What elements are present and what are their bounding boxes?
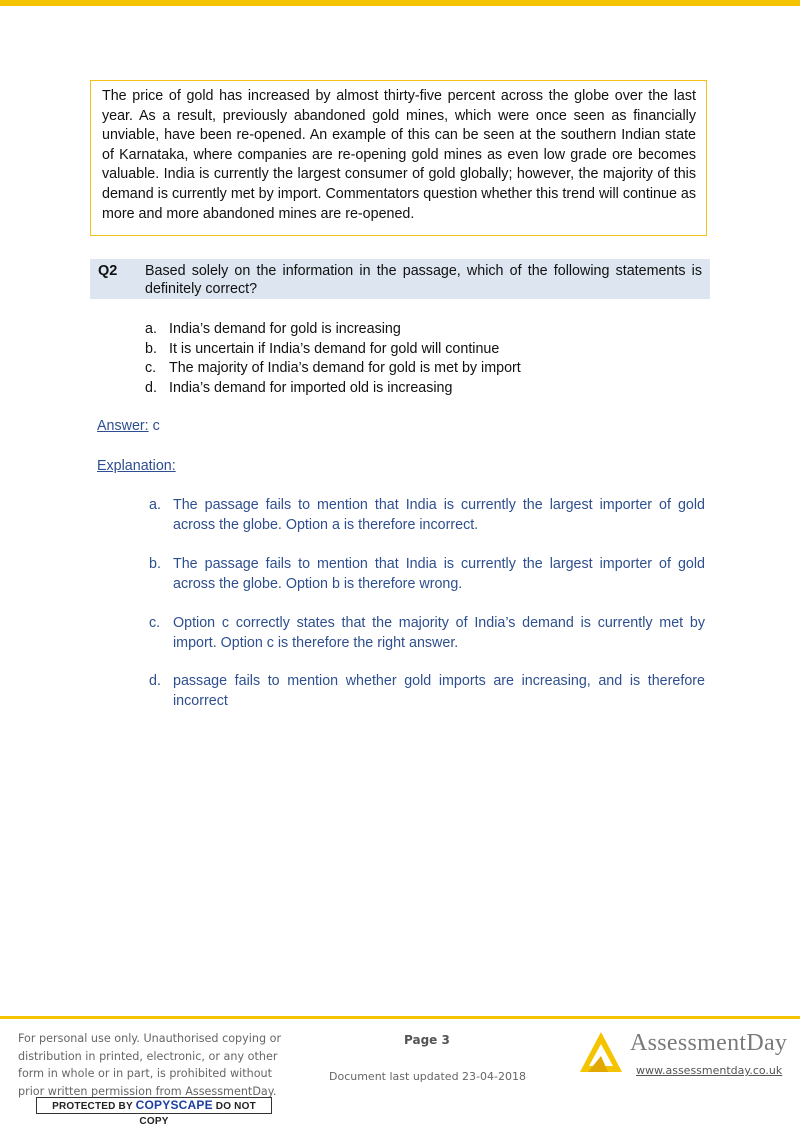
assessmentday-logo-icon — [578, 1030, 624, 1074]
passage-box — [90, 80, 707, 236]
top-accent-bar — [0, 0, 800, 6]
explanation-text: The passage fails to mention that India is currently the largest importer of gold across the globe. Option a is therefore incorrect. — [173, 497, 705, 533]
explanation-item-c — [149, 613, 705, 653]
option-text: India’s demand for imported old is increasing — [169, 379, 453, 396]
copyscape-brand: COPYSCAPE — [135, 1098, 213, 1112]
last-updated: Document last updated 23-04-2018 — [329, 1070, 526, 1083]
passage-text: The price of gold has increased by almost thirty-five percent across the globe over the last year. As a result, previously abandoned gold mines, which were once seen as financially unviable, have been re-opened. An example of this can be seen at the southern Indian state of Karnataka, where companies are re-opening gold mines as even low grade ore becomes valuable. India is currently the largest consumer of gold globally; however, the majority of this demand is currently met by import. Commentators question whether this trend will continue as more and more abandoned mines are re-opened. — [102, 88, 696, 222]
option-a — [145, 320, 705, 340]
explanation-letter: c. — [149, 615, 161, 631]
copyscape-badge[interactable] — [36, 1097, 272, 1127]
option-c — [145, 359, 705, 379]
explanation-letter: d. — [149, 673, 161, 689]
option-letter: b. — [145, 340, 157, 357]
answer-options — [145, 320, 705, 398]
option-letter: a. — [145, 321, 157, 337]
answer-line — [97, 418, 160, 434]
copyright-notice: For personal use only. Unauthorised copying or distribution in printed, electronic, or any other form in whole or in part, is prohibited without prior written permission from AssessmentDay. — [18, 1032, 282, 1098]
explanation-item-b — [149, 554, 705, 594]
option-letter: c. — [145, 360, 157, 376]
option-b — [145, 340, 705, 360]
brand-url-link[interactable]: www.assessmentday.co.uk — [636, 1064, 783, 1077]
footer-accent-bar — [0, 1016, 800, 1019]
explanation-text: Option c correctly states that the majority of India’s demand is currently met by import. Option c is therefore the right answer. — [173, 615, 705, 651]
answer-value: c — [152, 418, 160, 434]
answer-label: Answer: — [97, 418, 149, 434]
copyscape-suffix: DO NOT COPY — [139, 1101, 256, 1127]
option-text: India’s demand for gold is increasing — [169, 321, 401, 337]
explanation-letter: b. — [149, 556, 161, 572]
copyscape-prefix: PROTECTED BY — [52, 1101, 133, 1112]
option-d — [145, 379, 705, 399]
explanation-text: passage fails to mention whether gold imports are increasing, and is therefore incorrect — [173, 673, 705, 709]
explanation-item-a — [149, 495, 705, 535]
question-number: Q2 — [98, 263, 118, 279]
explanation-item-d — [149, 671, 705, 711]
question-header — [90, 259, 710, 299]
explanation-text: The passage fails to mention that India is currently the largest importer of gold across the globe. Option b is therefore wrong. — [173, 556, 705, 592]
explanation-letter: a. — [149, 497, 161, 513]
option-letter: d. — [145, 379, 157, 396]
page-number: Page 3 — [404, 1033, 450, 1047]
question-text: Based solely on the information in the passage, which of the following statements is definitely correct? — [145, 263, 702, 297]
brand-name: AssessmentDay — [630, 1030, 788, 1056]
option-text: The majority of India’s demand for gold is met by import — [169, 360, 521, 376]
explanation-label: Explanation: — [97, 458, 176, 474]
option-text: It is uncertain if India’s demand for gold will continue — [169, 340, 500, 357]
